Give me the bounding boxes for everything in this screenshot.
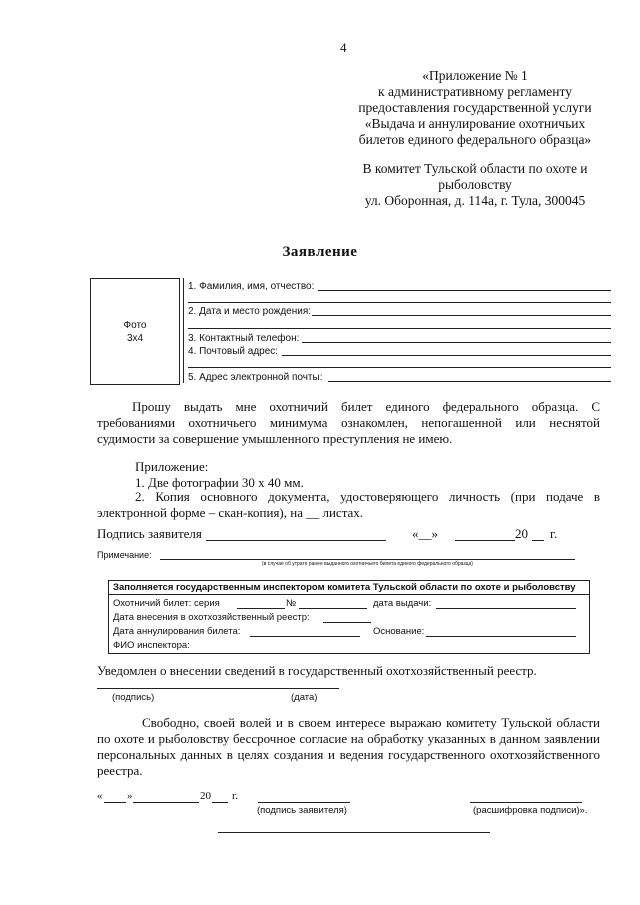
signature-year: 20 xyxy=(515,526,528,541)
recipient-line: рыболовству xyxy=(438,177,512,192)
phone-input[interactable] xyxy=(302,342,611,343)
cancel-date-input[interactable] xyxy=(250,636,360,637)
annex-line: «Приложение № 1 xyxy=(422,68,528,83)
basis-label: Основание: xyxy=(373,626,425,637)
notified-text: Уведомлен о внесении сведений в государственный охотхозяйственный реестр. xyxy=(97,663,537,678)
annex-line: предоставления государственной услуги xyxy=(358,100,592,115)
annex-line: «Выдача и аннулирование охотничьих xyxy=(364,116,586,131)
email-input[interactable] xyxy=(328,381,611,382)
inspector-divider xyxy=(109,594,589,595)
annex-line: к административному регламенту xyxy=(378,84,572,99)
signature-year-input[interactable] xyxy=(532,540,544,541)
birth-input-line2[interactable] xyxy=(188,328,611,329)
footer-signature-input[interactable] xyxy=(258,802,350,803)
address-input-line2[interactable] xyxy=(188,367,611,368)
registry-date-label: Дата внесения в охотхозяйственный реестр: xyxy=(113,612,310,623)
footer-sign-caption: (подпись заявителя) xyxy=(257,805,347,816)
footer-year-input[interactable] xyxy=(212,802,228,803)
signature-label: Подпись заявителя xyxy=(97,526,202,541)
full-name-label: 1. Фамилия, имя, отчество: xyxy=(188,281,315,292)
address-input[interactable] xyxy=(282,355,611,356)
birth-label: 2. Дата и место рождения: xyxy=(188,306,312,317)
footer-month-input[interactable] xyxy=(133,802,199,803)
signature-date-month[interactable] xyxy=(455,540,515,541)
annex-block xyxy=(355,68,595,148)
ticket-series-label: Охотничий билет: серия xyxy=(113,598,220,609)
field-divider xyxy=(183,278,184,383)
email-label: 5. Адрес электронной почты: xyxy=(188,372,323,383)
request-paragraph: Прошу выдать мне охотничий билет единого федерального образца. С требованиями охотничьего минимума ознакомлен, непогашенной или неснятой судимости за совершение умышленного преступления не имею. xyxy=(97,399,600,446)
attachments-heading: Приложение: xyxy=(135,459,209,474)
footer-decode-caption: (расшифровка подписи)». xyxy=(473,805,588,816)
signature-year-suffix: г. xyxy=(550,526,558,541)
footer-year: 20 xyxy=(200,790,211,802)
photo-box[interactable] xyxy=(90,278,180,385)
recipient-line: ул. Оборонная, д. 114а, г. Тула, 300045 xyxy=(364,193,586,208)
note-input[interactable] xyxy=(160,559,575,560)
notified-signature-input[interactable] xyxy=(97,688,339,689)
note-label: Примечание: xyxy=(97,550,152,560)
annex-line: билетов единого федерального образца» xyxy=(358,132,592,147)
notified-date-caption: (дата) xyxy=(291,692,318,703)
registry-date-input[interactable] xyxy=(323,622,371,623)
attachment-item: 1. Две фотографии 30 х 40 мм. xyxy=(135,475,304,490)
photo-size: 3х4 xyxy=(126,333,144,344)
recipient-line: В комитет Тульской области по охоте и xyxy=(362,161,588,176)
inspector-box xyxy=(108,580,590,654)
inspector-header: Заполняется государственным инспектором комитета Тульской области по охоте и рыболовству xyxy=(113,582,576,593)
ticket-series-input[interactable] xyxy=(237,608,285,609)
bottom-rule xyxy=(218,832,490,833)
document-title: Заявление xyxy=(282,244,358,260)
signature-date-day[interactable]: «__» xyxy=(412,526,438,541)
note-hint: (в случае об утрате ранее выданного охотничьего билета единого федерального образца) xyxy=(262,561,473,567)
footer-year-suffix: г. xyxy=(232,790,239,802)
footer-day-input[interactable] xyxy=(104,802,126,803)
footer-date-open: « xyxy=(97,790,103,802)
footer-date-close: » xyxy=(127,790,133,802)
birth-input[interactable] xyxy=(312,315,611,316)
attachment-item: 2. Копия основного документа, удостоверяющего личность (при подаче в электронной форме – скан-копия), на __ листах. xyxy=(97,489,600,520)
footer-decode-input[interactable] xyxy=(470,802,582,803)
phone-label: 3. Контактный телефон: xyxy=(188,333,300,344)
address-label: 4. Почтовый адрес: xyxy=(188,346,279,357)
signature-input[interactable] xyxy=(206,540,386,541)
recipient-block xyxy=(355,161,595,209)
issue-date-label: дата выдачи: xyxy=(373,598,432,609)
photo-label: Фото xyxy=(123,320,147,331)
basis-input[interactable] xyxy=(426,636,576,637)
full-name-input[interactable] xyxy=(318,290,611,291)
full-name-input-line2[interactable] xyxy=(188,302,611,303)
ticket-number-input[interactable] xyxy=(299,608,367,609)
issue-date-input[interactable] xyxy=(436,608,576,609)
ticket-number-label: № xyxy=(286,598,297,609)
consent-paragraph: Свободно, своей волей и в своем интересе выражаю комитету Тульской области по охоте и рыболовству бессрочное согласие на обработку указанных в данном заявлении персональных данных в целях создания и ведения государственного охотхозяйственного реестра. xyxy=(97,715,600,778)
cancel-date-label: Дата аннулирования билета: xyxy=(113,626,241,637)
inspector-name-label: ФИО инспектора: xyxy=(113,640,190,651)
notified-sign-caption: (подпись) xyxy=(112,692,155,703)
page-number: 4 xyxy=(340,40,347,55)
